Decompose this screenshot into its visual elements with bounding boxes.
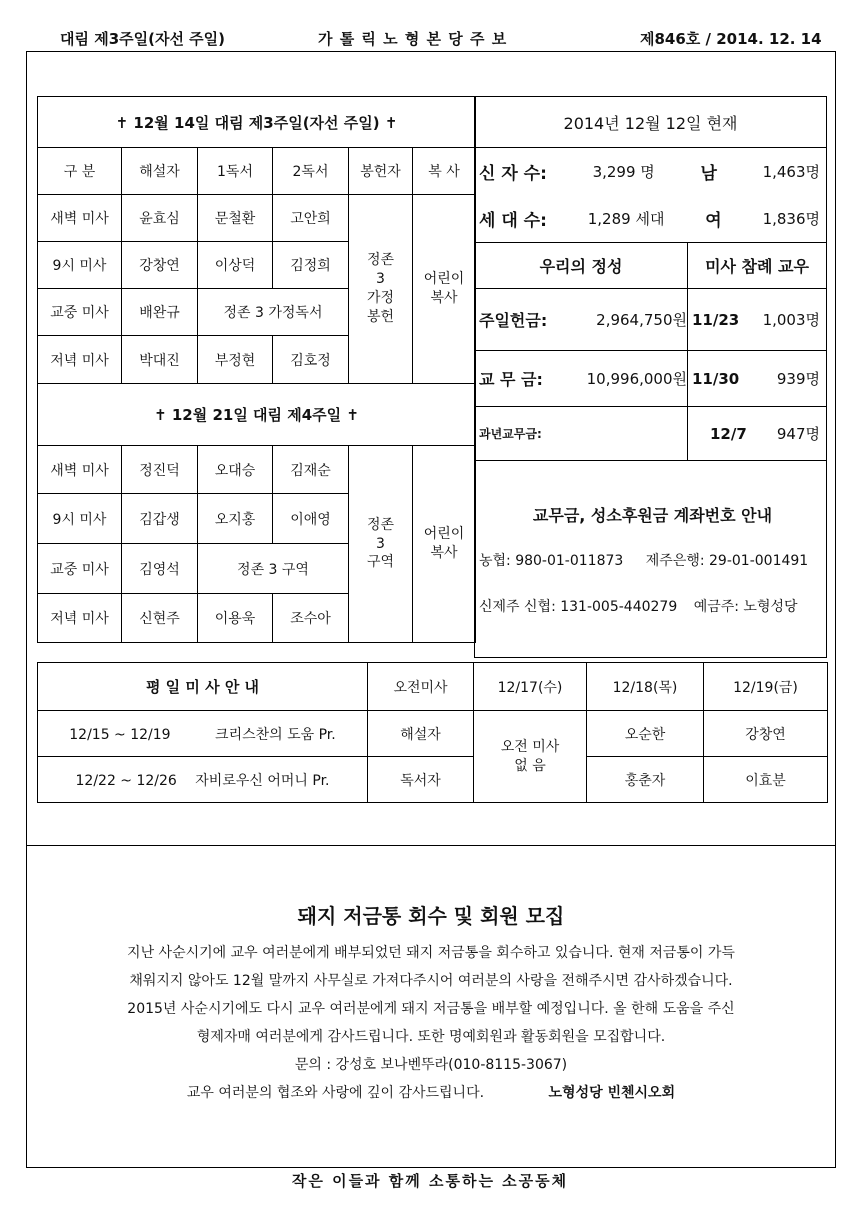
believers-label: 신 자 수: [479, 164, 547, 184]
offering-line: 구역 [366, 554, 395, 571]
bulletin-header [0, 28, 860, 50]
tithe-label: 교 무 금: [479, 370, 543, 389]
cell-commentator: 신현주 [122, 594, 198, 643]
row-label: 새벽 미사 [38, 195, 122, 242]
weekday-person: 오순한 [587, 711, 704, 757]
cell-reading2: 이애영 [273, 494, 349, 544]
cell-commentator: 정진덕 [122, 446, 198, 494]
attendance-count: 1,003명 [762, 311, 821, 329]
weekday-group-row [38, 711, 368, 757]
row-label: 저녁 미사 [38, 336, 122, 384]
offering-line: 3 [376, 535, 385, 552]
cell-commentator: 강창연 [122, 242, 198, 289]
sunday-collection [475, 289, 688, 351]
no-morning-mass [474, 711, 587, 803]
cell-offertory-group [349, 195, 413, 384]
col-reading1: 1독서 [198, 148, 273, 195]
attendance-count: 947명 [776, 425, 821, 443]
attendance-row [688, 351, 827, 407]
cell-reading1: 오지홍 [198, 494, 273, 544]
header-sunday: 대림 제3주일(자선 주일) [60, 30, 226, 48]
weekday-group-row [38, 757, 368, 803]
cell-commentator: 김영석 [122, 544, 198, 594]
account-jeju: 제주은행: 29-01-001491 [645, 552, 809, 569]
past-tithe [475, 407, 688, 461]
cell-server-group [413, 446, 476, 643]
col-server: 복 사 [413, 148, 476, 195]
stats-cell [475, 148, 827, 243]
col-reading2: 2독서 [273, 148, 349, 195]
weekday-role: 독서자 [368, 757, 474, 803]
weekday-mass-table [37, 662, 828, 803]
weekday-date: 12/17(수) [474, 663, 587, 711]
offering-line: 정존 [366, 516, 395, 533]
cell-readings-merged: 정존 3 구역 [198, 544, 349, 594]
row-label: 9시 미사 [38, 494, 122, 544]
cell-reading2: 조수아 [273, 594, 349, 643]
notice-closing [27, 1079, 835, 1107]
attendance-count: 939명 [776, 370, 821, 388]
server-line: 복사 [430, 545, 458, 561]
schedule1-title: ✝ 12월 14일 대림 제3주일(자선 주일) ✝ [38, 97, 476, 148]
notice-line: 2015년 사순시기에도 다시 교우 여러분에게 돼지 저금통을 배부할 예정입니다. 올 한해 도움을 주신 [127, 1001, 735, 1017]
female-label: 여 [705, 211, 722, 231]
male-value: 1,463명 [762, 163, 820, 181]
week-range: 12/15 ~ 12/19 [69, 726, 171, 743]
header-issue: 제846호 / 2014. 12. 14 [640, 30, 822, 48]
row-label: 새벽 미사 [38, 446, 122, 494]
households-value: 1,289 세대 [587, 210, 665, 228]
offering-title: 우리의 정성 [475, 243, 688, 289]
weekday-role: 해설자 [368, 711, 474, 757]
weekday-title: 평 일 미 사 안 내 [38, 663, 368, 711]
col-offertory: 봉헌자 [349, 148, 413, 195]
cell-reading1: 오대승 [198, 446, 273, 494]
offering-line: 정존 [366, 252, 395, 269]
schedule2-title: ✝ 12월 21일 대림 제4주일 ✝ [38, 384, 476, 446]
notice-line: 형제자매 여러분에게 감사드립니다. 또한 명예회원과 활동회원을 모집합니다. [196, 1029, 666, 1045]
server-line: 복사 [430, 290, 458, 306]
offering-line: 봉헌 [366, 308, 395, 325]
offering-line: 3 [376, 271, 385, 288]
bulletin-footer: 작은 이들과 함께 소통하는 소공동체 [291, 1172, 569, 1190]
notice-title: 돼지 저금통 회수 및 회원 모집 [297, 904, 565, 928]
account-shinhyup: 신제주 신협: 131-005-440279 [479, 598, 678, 615]
cell-reading2: 김호정 [273, 336, 349, 384]
attendance-date: 12/7 [710, 424, 747, 443]
sunday-label: 주일헌금: [479, 311, 548, 330]
cell-reading2: 김재순 [273, 446, 349, 494]
attendance-date: 11/23 [692, 310, 740, 329]
cell-commentator: 김갑생 [122, 494, 198, 544]
male-label: 남 [700, 164, 717, 184]
mass-schedule-table [37, 96, 476, 643]
row-label: 9시 미사 [38, 242, 122, 289]
weekday-date: 12/19(금) [704, 663, 828, 711]
no-mass-line: 없 음 [514, 757, 546, 774]
cell-reading2: 김정희 [273, 242, 349, 289]
row-label: 저녁 미사 [38, 594, 122, 643]
header-title: 가 톨 릭 노 형 본 당 주 보 [318, 30, 508, 48]
attendance-date: 11/30 [692, 369, 740, 388]
attendance-row [688, 289, 827, 351]
households-label: 세 대 수: [479, 211, 547, 231]
col-division: 구 분 [38, 148, 122, 195]
server-line: 어린이 [423, 526, 465, 543]
attendance-row [688, 407, 827, 461]
weekday-person: 이효분 [704, 757, 828, 803]
account-holder: 예금주: 노형성당 [693, 598, 798, 615]
col-commentator: 해설자 [122, 148, 198, 195]
parish-info-table [474, 96, 827, 658]
stats-title: 2014년 12월 12일 현재 [475, 97, 827, 148]
weekday-col-morning: 오전미사 [368, 663, 474, 711]
female-value: 1,836명 [762, 210, 821, 228]
account-info [475, 461, 827, 658]
cell-offertory-group [349, 446, 413, 643]
piggy-bank-notice [27, 870, 835, 1107]
sunday-value: 2,964,750원 [596, 311, 687, 329]
notice-signature: 노형성당 빈첸시오회 [548, 1085, 676, 1101]
cell-reading1: 문철환 [198, 195, 273, 242]
cell-readings-merged: 정존 3 가정독서 [198, 289, 349, 336]
no-mass-line: 오전 미사 [500, 738, 560, 755]
week-range: 12/22 ~ 12/26 [75, 772, 177, 789]
cell-reading1: 이용욱 [198, 594, 273, 643]
offering-line: 가정 [366, 290, 395, 306]
account-nh: 농협: 980-01-011873 [479, 552, 624, 569]
cell-reading1: 부정현 [198, 336, 273, 384]
server-line: 어린이 [423, 271, 465, 288]
tithe-value: 10,996,000원 [586, 370, 687, 388]
notice-contact: 문의 : 강성호 보나벤뚜라(010-8115-3067) [294, 1057, 568, 1073]
past-tithe-label: 과년교무금: [479, 427, 542, 441]
notice-thanks: 교우 여러분의 협조와 사랑에 깊이 감사드립니다. [186, 1085, 485, 1101]
praesidium: 크리스찬의 도움 Pr. [215, 726, 336, 743]
weekday-person: 강창연 [704, 711, 828, 757]
account-title: 교무금, 성소후원금 계좌번호 안내 [532, 505, 773, 525]
cell-commentator: 박대진 [122, 336, 198, 384]
weekday-person: 홍춘자 [587, 757, 704, 803]
weekday-date: 12/18(목) [587, 663, 704, 711]
row-label: 교중 미사 [38, 289, 122, 336]
praesidium: 자비로우신 어머니 Pr. [195, 772, 330, 789]
cell-server-group [413, 195, 476, 384]
attendance-title: 미사 참례 교우 [688, 243, 827, 289]
cell-reading2: 고안희 [273, 195, 349, 242]
cell-commentator: 윤효심 [122, 195, 198, 242]
row-label: 교중 미사 [38, 544, 122, 594]
cell-commentator: 배완규 [122, 289, 198, 336]
notice-line: 채워지지 않아도 12월 말까지 사무실로 가져다주시어 여러분의 사랑을 전해주시면 감사하겠습니다. [129, 973, 733, 989]
notice-line: 지난 사순시기에 교우 여러분에게 배부되었던 돼지 저금통을 회수하고 있습니다. 현재 저금통이 가득 [127, 945, 735, 961]
cell-reading1: 이상덕 [198, 242, 273, 289]
tithe-collection [475, 351, 688, 407]
believers-value: 3,299 명 [592, 163, 655, 181]
section-divider [26, 845, 836, 846]
